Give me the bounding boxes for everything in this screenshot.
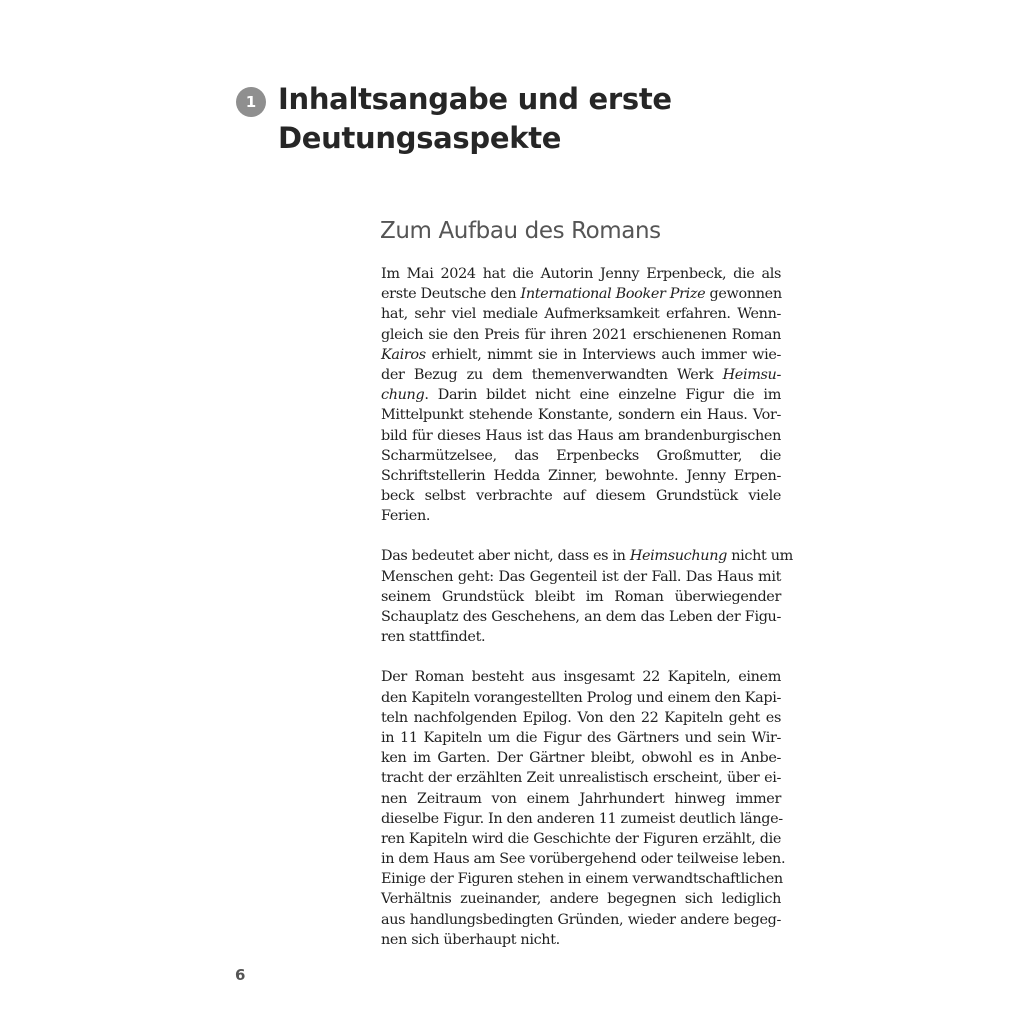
text-line: Schriftstellerin Hedda Zinner, bewohnte. Jenny Erpen- [381, 467, 781, 484]
text-line: Einige der Figuren stehen in einem verwandtschaftlichen [381, 871, 783, 888]
text-line: teln nachfolgenden Epilog. Von den 22 Kapiteln geht es [381, 709, 781, 726]
text-line: hat, sehr viel mediale Aufmerksamkeit erfahren. Wenn- [381, 306, 781, 323]
text-line: Der Roman besteht aus insgesamt 22 Kapiteln, einem [381, 669, 781, 686]
text-line: Ferien. [381, 508, 431, 525]
text-line: bild für dieses Haus ist das Haus am brandenburgischen [381, 427, 781, 444]
text-line: beck selbst verbrachte auf diesem Grundstück viele [381, 488, 781, 505]
text-line: aus handlungsbedingten Gründen, wieder andere begeg- [381, 911, 781, 928]
chapter-title-line: Deutungsaspekte [278, 121, 562, 155]
text-line: dieselbe Figur. In den anderen 11 zumeist deutlich länge- [381, 810, 783, 827]
paragraph [381, 264, 781, 526]
chapter-title-line: Inhaltsangabe und erste [278, 82, 672, 116]
text-line: nen Zeitraum von einem Jahrhundert hinweg immer [381, 790, 781, 807]
text-line: seinem Grundstück bleibt im Roman überwiegender [381, 588, 781, 605]
text-line: ren Kapiteln wird die Geschichte der Figuren erzählt, die [381, 830, 781, 847]
section-heading: Zum Aufbau des Romans [380, 218, 661, 244]
text-line: Im Mai 2024 hat die Autorin Jenny Erpenbeck, die als [381, 266, 781, 282]
text-line: Das bedeutet aber nicht, dass es in Heimsuchung nicht um [381, 548, 793, 565]
text-line: ren stattfindet. [381, 629, 486, 646]
chapter-number-badge: 1 [236, 87, 266, 117]
chapter-title [278, 80, 672, 158]
text-line: chung. Darin bildet nicht eine einzelne Figur die im [381, 387, 781, 404]
text-line: tracht der erzählten Zeit unrealistisch erscheint, über ei- [381, 770, 781, 787]
text-line: gleich sie den Preis für ihren 2021 erschienenen Roman [381, 326, 781, 343]
paragraph [381, 546, 793, 647]
text-line: Scharmützelsee, das Erpenbecks Großmutter, die [381, 447, 781, 464]
paragraph [381, 667, 786, 950]
text-line: der Bezug zu dem themenverwandten Werk Heimsu- [381, 366, 781, 383]
text-line: Menschen geht: Das Gegenteil ist der Fall. Das Haus mit [381, 568, 781, 585]
page-number: 6 [235, 966, 246, 984]
text-line: Schauplatz des Geschehens, an dem das Leben der Figu- [381, 609, 781, 625]
text-line: Kairos erhielt, nimmt sie in Interviews auch immer wie- [381, 346, 781, 363]
text-line: nen sich überhaupt nicht. [381, 931, 560, 948]
text-line: den Kapiteln vorangestellten Prolog und einem den Kapi- [381, 689, 781, 706]
text-line: Verhältnis zueinander, andere begegnen sich lediglich [381, 891, 781, 908]
text-line: Mittelpunkt stehende Konstante, sondern ein Haus. Vor- [381, 407, 781, 424]
text-line: in 11 Kapiteln um die Figur des Gärtners und sein Wir- [381, 729, 781, 746]
body-text [381, 264, 793, 970]
text-line: erste Deutsche den International Booker Prize gewonnen [381, 286, 782, 303]
text-line: in dem Haus am See vorübergehend oder teilweise leben. [381, 851, 786, 868]
text-line: ken im Garten. Der Gärtner bleibt, obwohl es in Anbe- [381, 750, 781, 767]
